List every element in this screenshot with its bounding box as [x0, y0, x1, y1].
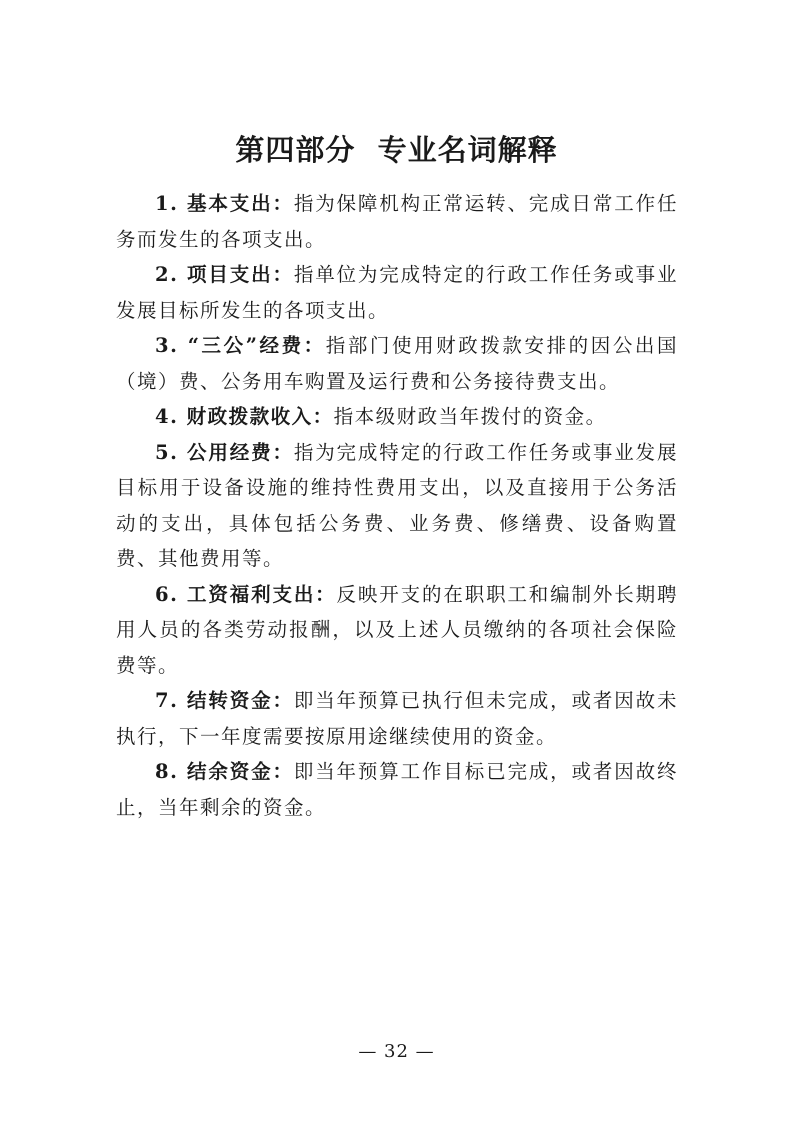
glossary-definition: 指单位为完成特定的行政工作任务或事业发展目标所发生的各项支出。 [116, 263, 678, 322]
glossary-term: 2. 项目支出： [155, 263, 294, 286]
glossary-definition: 反映开支的在职职工和编制外长期聘用人员的各类劳动报酬，以及上述人员缴纳的各项社会保险费等。 [116, 582, 678, 677]
glossary-item [116, 399, 678, 435]
glossary-term: 7. 结转资金： [155, 689, 294, 712]
glossary-item [116, 328, 678, 399]
glossary-term: 4. 财政拨款收入： [155, 405, 334, 428]
glossary-term: 3. “三公”经费： [155, 334, 326, 357]
glossary-term: 5. 公用经费： [155, 440, 294, 464]
page-number: — 32 — [358, 1041, 435, 1062]
glossary-item [116, 754, 678, 825]
glossary-definition: 即当年预算工作目标已完成，或者因故终止，当年剩余的资金。 [116, 760, 678, 819]
glossary-definition: 指部门使用财政拨款安排的因公出国（境）费、公务用车购置及运行费和公务接待费支出。 [116, 334, 678, 393]
glossary-term: 8. 结余资金： [155, 760, 294, 783]
glossary-term: 6. 工资福利支出： [155, 582, 337, 606]
glossary-definition: 指本级财政当年拨付的资金。 [333, 405, 607, 428]
glossary-definition: 指为完成特定的行政工作任务或事业发展目标用于设备设施的维持性费用支出，以及直接用于公务活动的支出，具体包括公务费、业务费、修缮费、设备购置费、其他费用等。 [116, 440, 678, 570]
glossary-term: 1. 基本支出： [155, 192, 294, 215]
glossary-item [116, 186, 678, 257]
glossary-item [116, 257, 678, 328]
glossary-item [116, 577, 678, 684]
glossary-definition: 指为保障机构正常运转、完成日常工作任务而发生的各项支出。 [116, 192, 678, 251]
glossary-item [116, 435, 678, 577]
glossary-item [116, 683, 678, 754]
glossary-list [116, 186, 678, 825]
page-title: 第四部分 专业名词解释 [235, 133, 558, 167]
glossary-definition: 即当年预算已执行但未完成，或者因故未执行，下一年度需要按原用途继续使用的资金。 [116, 689, 678, 748]
